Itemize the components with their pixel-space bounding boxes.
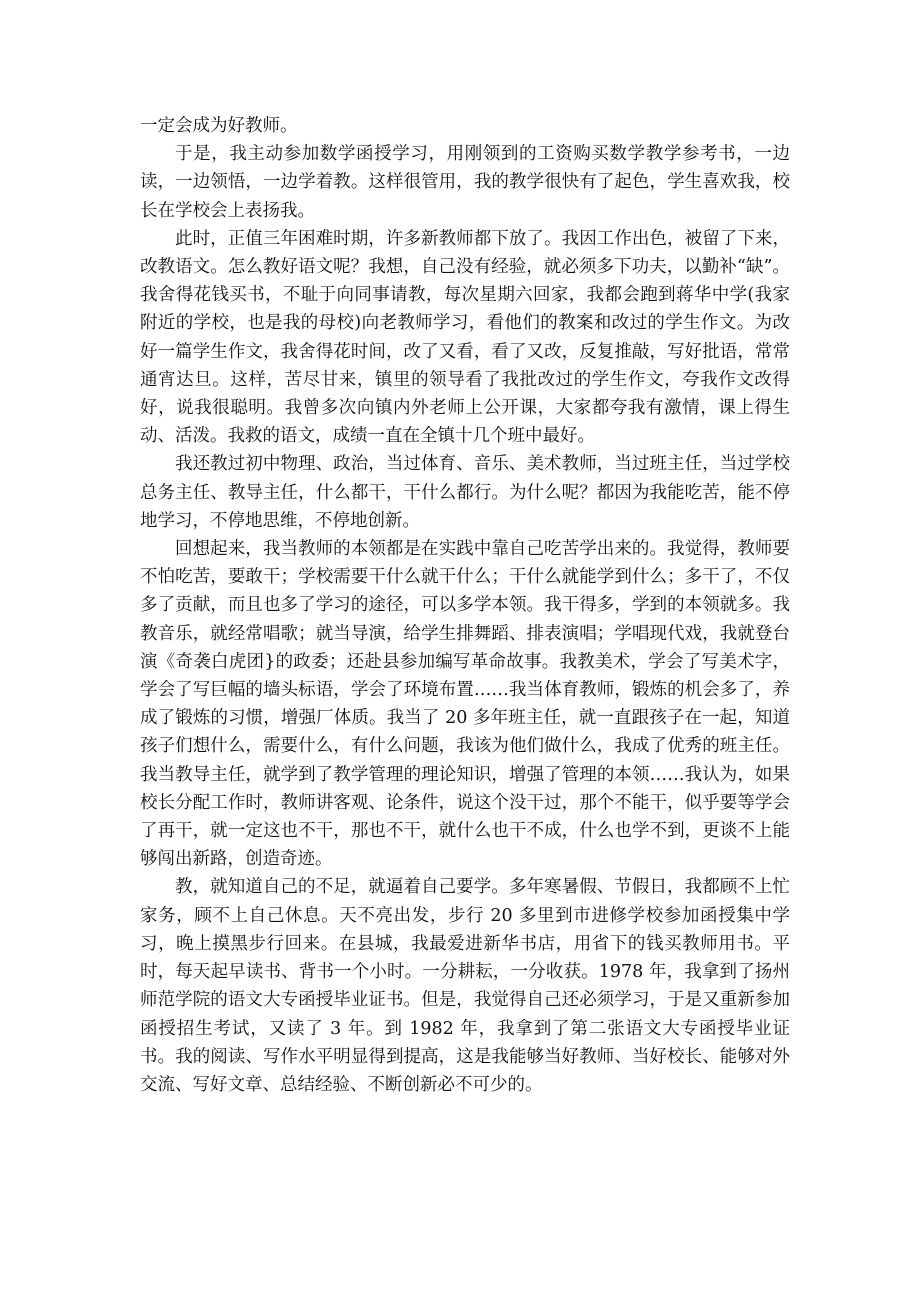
- paragraph-continuation: 一定会成为好教师。: [140, 116, 298, 136]
- paragraph: 此时，正值三年困难时期，许多新教师都下放了。我因工作出色，被留了下来，改教语文。怎么教好语文呢？我想，自己没有经验，就必须多下功夫，以勤补“缺”。我舍得花钱买书，不耻于向同事请教，每次星期六回家，我都会跑到蒋华中学(我家附近的学校，也是我的母校)向老教师学习，看他们的教案和改过的学生作文。为改好一篇学生作文，我舍得花时间，改了又看，看了又改，反复推敲，写好批语，常常通宵达旦。这样，苦尽甘来，镇里的领导看了我批改过的学生作文，夸我作文改得好，说我很聪明。我曾多次向镇内外老师上公开课，大家都夸我有激情，课上得生动、活泼。我救的语文，成绩一直在全镇十几个班中最好。: [140, 228, 790, 447]
- paragraph: 教，就知道自己的不足，就逼着自己要学。多年寒暑假、节假日，我都顾不上忙家务，顾不上自己休息。天不亮出发，步行 20 多里到市进修学校参加函授集中学习，晚上摸黑步行回来。在县城，我最爱进新华书店，用省下的钱买教师用书。平时，每天起早读书、背书一个小时。一分耕耘，一分收获。1978 年，我拿到了扬州师范学院的语文大专函授毕业证书。但是，我觉得自己还必须学习，于是又重新参加函授招生考试，又读了 3 年。到 1982 年，我拿到了第二张语文大专函授毕业证书。我的阅读、写作水平明显得到提高，这是我能够当好教师、当好校长、能够对外交流、写好文章、总结经验、不断创新必不可少的。: [140, 877, 790, 1095]
- paragraph: 我还教过初中物理、政治，当过体育、音乐、美术教师，当过班主任，当过学校总务主任、教导主任，什么都干，干什么都行。为什么呢？都因为我能吃苦，能不停地学习，不停地思维，不停地创新。: [140, 454, 790, 531]
- paragraph: 于是，我主动参加数学函授学习，用刚领到的工资购买数学教学参考书，一边读，一边领悟，一边学着教。这样很管用，我的教学很快有了起色，学生喜欢我，校长在学校会上表扬我。: [140, 144, 790, 221]
- document-body: [140, 112, 790, 1099]
- paragraph: 回想起来，我当教师的本领都是在实践中靠自己吃苦学出来的。我觉得，教师要不怕吃苦，要敢干；学校需要干什么就干什么；干什么就能学到什么；多干了，不仅多了贡献，而且也多了学习的途径，可以多学本领。我干得多，学到的本领就多。我教音乐，就经常唱歌；就当导演，给学生排舞蹈、排表演唱；学唱现代戏，我就登台演《奇袭白虎团}的政委；还赴县参加编写革命故事。我教美术，学会了写美术字，学会了写巨幅的墙头标语，学会了环境布置……我当体育教师，锻炼的机会多了，养成了锻炼的习惯，增强厂体质。我当了 20 多年班主任，就一直跟孩子在一起，知道孩子们想什么，需要什么，有什么问题，我该为他们做什么，我成了优秀的班主任。我当教导主任，就学到了教学管理的理论知识，增强了管理的本领……我认为，如果校长分配工作时，教师讲客观、论条件，说这个没干过，那个不能干，似乎要等学会了再干，就一定这也不干，那也不干，就什么也干不成，什么也学不到，更谈不上能够闯出新路，创造奇迹。: [140, 539, 790, 870]
